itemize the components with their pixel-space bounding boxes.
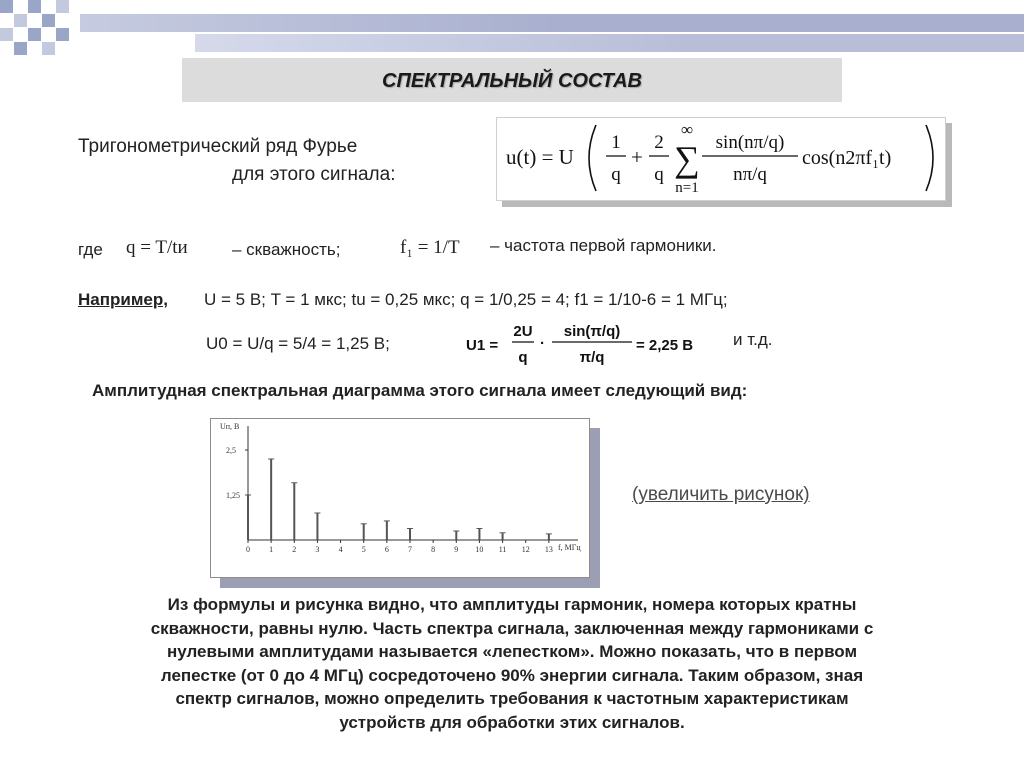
decor-square — [0, 0, 13, 13]
u1-formula — [462, 318, 722, 368]
diagram-intro: Амплитудная спектральная диаграмма этого сигнала имеет следующий вид: — [92, 381, 748, 400]
u1-frac1-num: 2U — [513, 323, 533, 340]
conclusion-line: лепестке (от 0 до 4 МГц) сосредоточено 90% энергии сигнала. Таким образом, зная — [160, 665, 864, 685]
u1-frac2-den: π/q — [579, 349, 605, 366]
x-tick-label: 5 — [361, 545, 366, 554]
u1-dot: · — [540, 335, 545, 352]
decor-square — [28, 28, 41, 41]
where-label: где — [78, 240, 103, 259]
sum-lower: n=1 — [675, 180, 699, 196]
intro-line-1: Тригонометрический ряд Фурье — [78, 136, 358, 157]
u0-formula: U0 = U/q = 5/4 = 1,25 В; — [206, 334, 390, 353]
x-tick-label: 6 — [384, 545, 389, 554]
sum-sign-icon: ∑ — [674, 139, 700, 179]
f-formula: f₁ = 1/T — [400, 237, 460, 258]
term2-den: q — [654, 164, 664, 185]
fourier-formula — [496, 117, 944, 199]
x-tick-label: 11 — [498, 545, 507, 554]
x-tick-label: 13 — [544, 545, 553, 554]
x-tick-label: 1 — [269, 545, 274, 554]
decor-square — [56, 0, 69, 13]
x-tick-label: 8 — [431, 545, 436, 554]
decor-square — [56, 28, 69, 41]
conclusion-text — [60, 593, 964, 734]
decor-square — [42, 14, 55, 27]
zoom-image-link[interactable]: (увеличить рисунок) — [632, 484, 810, 505]
example-params: U = 5 В; T = 1 мкс; tu = 0,25 мкс; q = 1/0,25 = 4; f1 = 1/10-6 = 1 МГц; — [204, 290, 728, 309]
x-tick-label: 7 — [408, 545, 412, 554]
cos-part: cos(n2πf₁t) — [802, 147, 892, 169]
x-tick-label: 12 — [521, 545, 530, 554]
x-tick-label: 10 — [475, 545, 484, 554]
decor-square — [0, 28, 13, 41]
right-paren — [926, 125, 933, 191]
frac-den: nπ/q — [733, 164, 767, 185]
u1-frac2-num: sin(π/q) — [563, 323, 621, 340]
y-tick-label: 1,25 — [226, 491, 240, 500]
term1-den: q — [611, 164, 621, 185]
x-tick-label: 9 — [454, 545, 459, 554]
y-tick-label: 2,5 — [226, 446, 236, 455]
u1-rhs: = 2,25 В — [636, 337, 694, 354]
decor-square — [14, 42, 27, 55]
term1-num: 1 — [611, 132, 621, 153]
conclusion-line: Из формулы и рисунка видно, что амплитуды гармоник, номера которых кратны — [167, 595, 857, 614]
q-description: – скважность; — [232, 240, 341, 259]
f-description: – частота первой гармоники. — [490, 236, 717, 255]
u1-lhs: U1 = — [466, 337, 499, 354]
y-axis-label: Uп, В — [220, 422, 240, 431]
intro-line-2: для этого сигнала: — [232, 164, 396, 185]
conclusion-line: скважности, равны нулю. Часть спектра сигнала, заключенная между гармониками с — [150, 618, 874, 638]
sum-upper: ∞ — [680, 120, 694, 139]
frac-num: sin(nπ/q) — [715, 132, 785, 153]
formula-plus: + — [631, 145, 643, 169]
conclusion-line: спектр сигналов, можно определить требования к частотным характеристикам — [175, 689, 849, 708]
slide-title: СПЕКТРАЛЬНЫЙ СОСТАВ — [382, 70, 642, 92]
x-tick-label: 4 — [338, 545, 343, 554]
conclusion-line: устройств для обработки этих сигналов. — [339, 712, 685, 732]
u1-frac1-den: q — [518, 349, 528, 366]
x-tick-label: 3 — [315, 545, 320, 554]
decor-square — [42, 42, 55, 55]
q-formula: q = T/tи — [126, 237, 188, 258]
conclusion-line: нулевыми амплитудами называется «лепестком». Можно показать, что в первом — [166, 642, 858, 661]
x-tick-label: 0 — [246, 545, 250, 554]
example-label: Например, — [78, 290, 168, 309]
x-tick-label: 2 — [292, 545, 297, 554]
decor-bar — [80, 14, 1024, 32]
etc-label: и т.д. — [733, 330, 773, 349]
term2-num: 2 — [654, 132, 664, 153]
x-axis-label: f, МГц — [558, 543, 581, 552]
decor-square — [28, 0, 41, 13]
left-paren — [589, 125, 596, 191]
formula-lhs: u(t) = U — [506, 145, 574, 169]
spectrum-chart — [210, 418, 588, 576]
decor-square — [14, 14, 27, 27]
decor-bar — [195, 34, 1024, 52]
